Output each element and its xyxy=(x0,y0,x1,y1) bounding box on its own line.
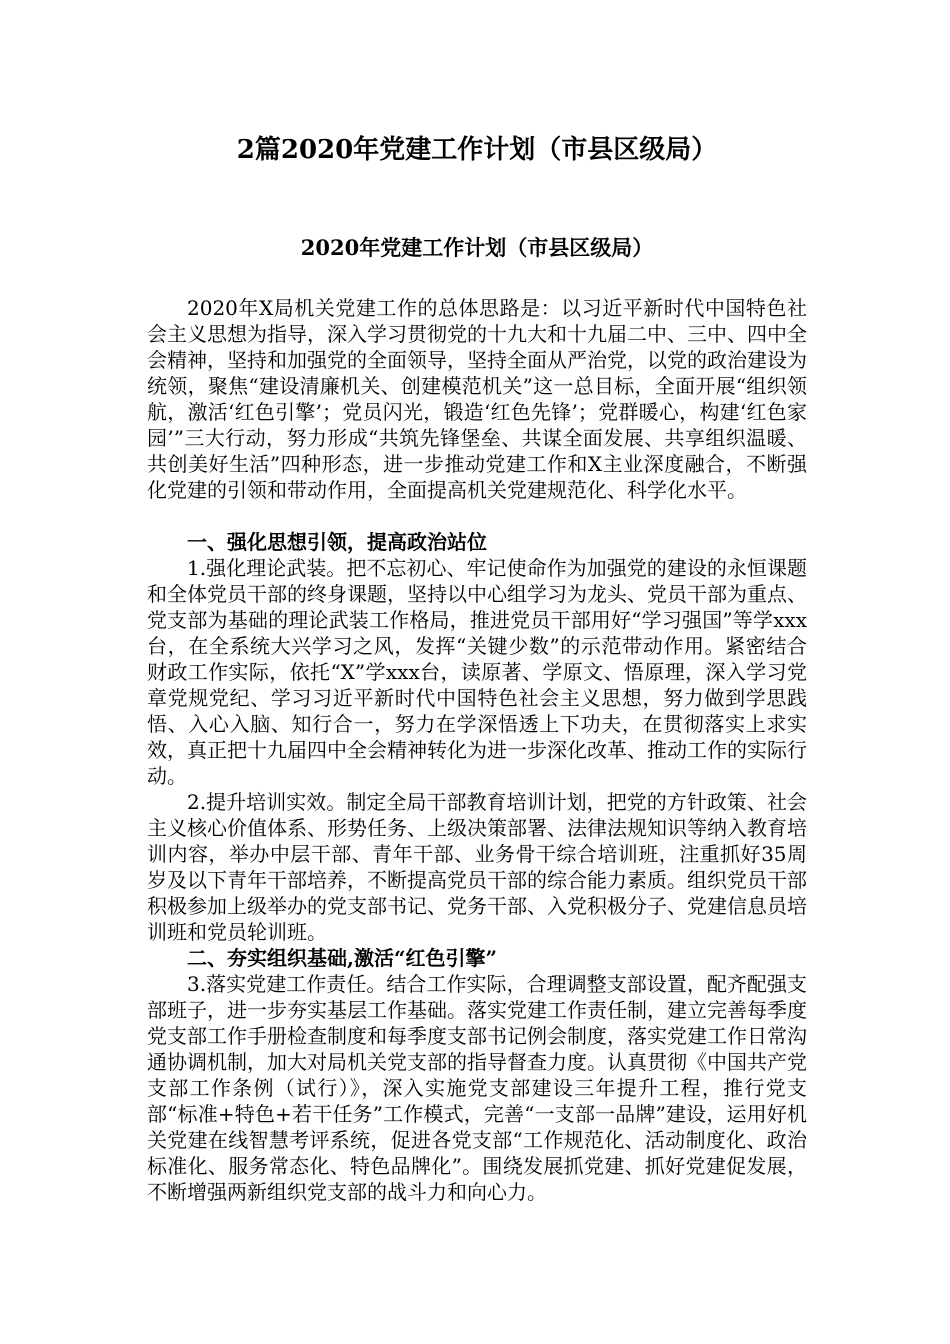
item-3-paragraph: 3.落实党建工作责任。结合工作实际，合理调整支部设置，配齐配强支部班子，进一步夯实基层工作基础。落实党建工作责任制，建立完善每季度党支部工作手册检查制度和每季度支部书记例会制度，落实党建工作日常沟通协调机制，加大对局机关党支部的指导督查力度。认真贯彻《中国共产党支部工作条例（试行）》，深入实施党支部建设三年提升工程，推行党支部“标准+特色+若干任务”工作模式，完善“一支部一品牌”建设，运用好机关党建在线智慧考评系统，促进各党支部“工作规范化、活动制度化、政治标准化、服务常态化、特色品牌化”。围绕发展抓党建、抓好党建促发展，不断增强两新组织党支部的战斗力和向心力。 xyxy=(147,972,807,1204)
section-2-heading: 二、夯实组织基础,激活“红色引擎” xyxy=(187,946,497,970)
item-1-paragraph: 1.强化理论武装。把不忘初心、牢记使命作为加强党的建设的永恒课题和全体党员干部的终身课题，坚持以中心组学习为龙头、党员干部为重点、党支部为基础的理论武装工作格局，推进党员干部用好“学习强国”等学xxx台，在全系统大兴学习之风，发挥“关键少数”的示范带动作用。紧密结合财政工作实际，依托“X”学xxx台，读原著、学原文、悟原理，深入学习党章党规党纪、学习习近平新时代中国特色社会主义思想，努力做到学思践悟、入心入脑、知行合一，努力在学深悟透上下功夫，在贯彻落实上求实效，真正把十九届四中全会精神转化为进一步深化改革、推动工作的实际行动。 xyxy=(147,556,807,788)
document-subtitle: 2020年党建工作计划（市县区级局） xyxy=(300,235,654,260)
paragraph-gap xyxy=(147,503,807,529)
section-1-heading: 一、强化思想引领，提高政治站位 xyxy=(187,530,487,554)
document-title: 2篇2020年党建工作计划（市县区级局） xyxy=(236,135,718,165)
item-2-paragraph: 2.提升培训实效。制定全局干部教育培训计划，把党的方针政策、社会主义核心价值体系、形势任务、上级决策部署、法律法规知识等纳入教育培训内容，举办中层干部、青年干部、业务骨干综合培训班，注重抓好35周岁及以下青年干部培养，不断提高党员干部的综合能力素质。组织党员干部积极参加上级举办的党支部书记、党务干部、入党积极分子、党建信息员培训班和党员轮训班。 xyxy=(147,790,807,944)
document-body xyxy=(147,295,807,1205)
intro-paragraph: 2020年X局机关党建工作的总体思路是：以习近平新时代中国特色社会主义思想为指导，深入学习贯彻党的十九大和十九届二中、三中、四中全会精神，坚持和加强党的全面领导，坚持全面从严治党，以党的政治建设为统领，聚焦“建设清廉机关、创建模范机关”这一总目标，全面开展“组织领航，激活‘红色引擎’；党员闪光，锻造‘红色先锋’；党群暖心，构建‘红色家园’”三大行动，努力形成“共筑先锋堡垒、共谋全面发展、共享组织温暖、共创美好生活”四种形态，进一步推动党建工作和X主业深度融合，不断强化党建的引领和带动作用，全面提高机关党建规范化、科学化水平。 xyxy=(147,296,807,502)
